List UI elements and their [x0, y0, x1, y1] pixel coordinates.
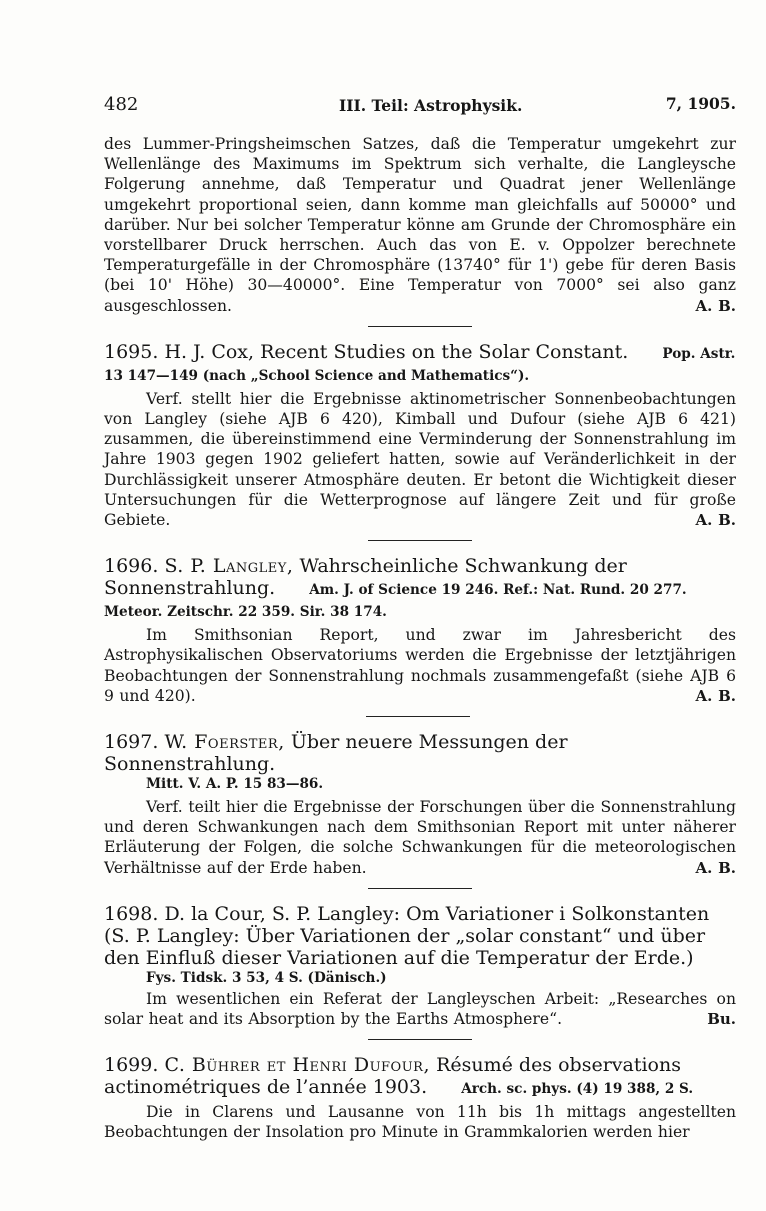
book-page: [104, 94, 736, 1143]
entry-body-text: Im wesentlichen ein Referat der Langleyschen Arbeit: „Researches on solar heat and its Absorption by the Earths Atmosphere“.: [104, 989, 736, 1029]
entry-title: Wahrscheinliche Schwankung der Sonnenstrahlung.: [104, 555, 627, 600]
entry-number: 1696.: [104, 555, 159, 578]
entry-signature: Bu.: [707, 1010, 736, 1029]
entry-body-text: Im Smithsonian Report, und zwar im Jahresbericht des Astrophysikalischen Observatoriums werden die Ergebnisse der letztjährigen Beobachtungen der Sonnenstrahlung nochmals zusammengefaßt (siehe AJB 6 9 und 420).: [104, 626, 736, 705]
entry-body: [104, 797, 736, 878]
entry-body-text: Die in Clarens und Lausanne von 11h bis 1h mittags angestellten Beobachtungen der Insolation pro Minute in Grammkalorien werden hier: [104, 1103, 736, 1142]
entry-number: 1697.: [104, 731, 159, 754]
entry-author: W. Foerster,: [164, 731, 285, 754]
entry-body: [104, 1102, 736, 1142]
entry-source: Pop. Astr. 13 147—149 (nach „School Science and Mathematics“).: [104, 345, 736, 384]
entry-source: Am. J. of Science 19 246. Ref.: Nat. Rund. 20 277. Meteor. Zeitschr. 22 359. Sir. 38 174.: [104, 582, 687, 621]
running-header: [104, 94, 736, 120]
entry-1695: [104, 341, 736, 530]
entry-1696: [104, 555, 736, 706]
entry-author: S. P. Langley,: [164, 555, 294, 578]
entry-signature: A. B.: [695, 511, 736, 530]
page-number: 482: [104, 94, 139, 115]
intro-text: des Lummer-Pringsheimschen Satzes, daß die Temperatur umgekehrt zur Wellenlänge des Maximums im Spektrum sich verhalte, die Langleysche Folgerung annehme, daß Temperatur und Quadrat jener Wellenlänge umgekehrt proportional seien, dann komme man gleichfalls auf 50000° und darüber. Nur bei solcher Temperatur könne am Grunde der Chromosphäre ein vorstellbarer Druck herrschen. Auch das von E. v. Oppolzer berechnete Temperaturgefälle in der Chromosphäre (13740° für 1') gebe für deren Basis (bei 10' Höhe) 30—40000°. Eine Temperatur von 7000° sei also ganz ausgeschlossen.: [104, 135, 736, 315]
entry-1699: [104, 1054, 736, 1142]
entry-author: H. J. Cox,: [164, 340, 255, 363]
entry-heading: [104, 731, 736, 775]
entry-number: 1698.: [104, 902, 159, 925]
entry-signature: A. B.: [695, 686, 736, 705]
entry-heading: [104, 1054, 736, 1098]
entry-title: Über neuere Messungen der Sonnenstrahlung.: [104, 731, 568, 776]
divider: [368, 1039, 472, 1040]
divider: [368, 888, 472, 889]
entry-1697: [104, 731, 736, 878]
entry-author: C. Bührer et Henri Dufour,: [164, 1054, 431, 1077]
entry-heading: [104, 341, 736, 385]
issue-date: 7, 1905.: [665, 94, 736, 113]
entry-title: Résumé des observations actinométriques de l’année 1903.: [104, 1054, 681, 1099]
entry-body-text: Verf. stellt hier die Ergebnisse aktinometrischer Sonnenbeobachtungen von Langley (siehe AJB 6 420), Kimball und Dufour (siehe AJB 6 421) zusammen, die übereinstimmend eine Verminderung der Sonnenstrahlung im Jahre 1903 gegen 1902 geliefert hatten, sowie auf Veränderlichkeit in der Durchlässigkeit unserer Atmosphäre deuten. Er betont die Wichtigkeit dieser Untersuchungen für die Wetterprognose auf längere Zeit und für große Gebiete.: [104, 389, 736, 530]
intro-paragraph: [104, 134, 736, 316]
entry-source: Arch. sc. phys. (4) 19 388, 2 S.: [461, 1081, 694, 1098]
entry-author: D. la Cour,: [164, 902, 266, 925]
entry-body-text: Verf. teilt hier die Ergebnisse der Forschungen über die Sonnenstrahlung und deren Schwankungen nach dem Smithsonian Report mit unter näherer Erläuterung der Folgen, die solche Schwankungen für die meteorologischen Verhältnisse auf der Erde haben.: [104, 798, 736, 877]
divider: [368, 326, 472, 327]
entry-body: [104, 389, 736, 530]
entry-source: Mitt. V. A. P. 15 83—86.: [146, 776, 324, 793]
divider: [368, 540, 472, 541]
entry-heading: [104, 903, 736, 969]
entry-number: 1699.: [104, 1054, 159, 1077]
divider: [366, 716, 470, 717]
entry-heading: [104, 555, 736, 621]
entry-body: [104, 625, 736, 706]
entry-1698: [104, 903, 736, 1029]
intro-signature: A. B.: [695, 296, 736, 315]
running-title: III. Teil: Astrophysik.: [339, 96, 523, 115]
entry-source: Fys. Tidsk. 3 53, 4 S. (Dänisch.): [146, 969, 387, 986]
entry-body: [104, 989, 736, 1029]
entry-signature: A. B.: [695, 858, 736, 877]
entry-title: S. P. Langley: Om Variationer i Solkonstanten (S. P. Langley: Über Variationen der „solar constant“ und über den Einfluß dieser Variationen auf die Temperatur der Erde.): [104, 902, 710, 969]
entry-title: Recent Studies on the Solar Constant.: [260, 340, 629, 363]
entry-number: 1695.: [104, 340, 159, 363]
